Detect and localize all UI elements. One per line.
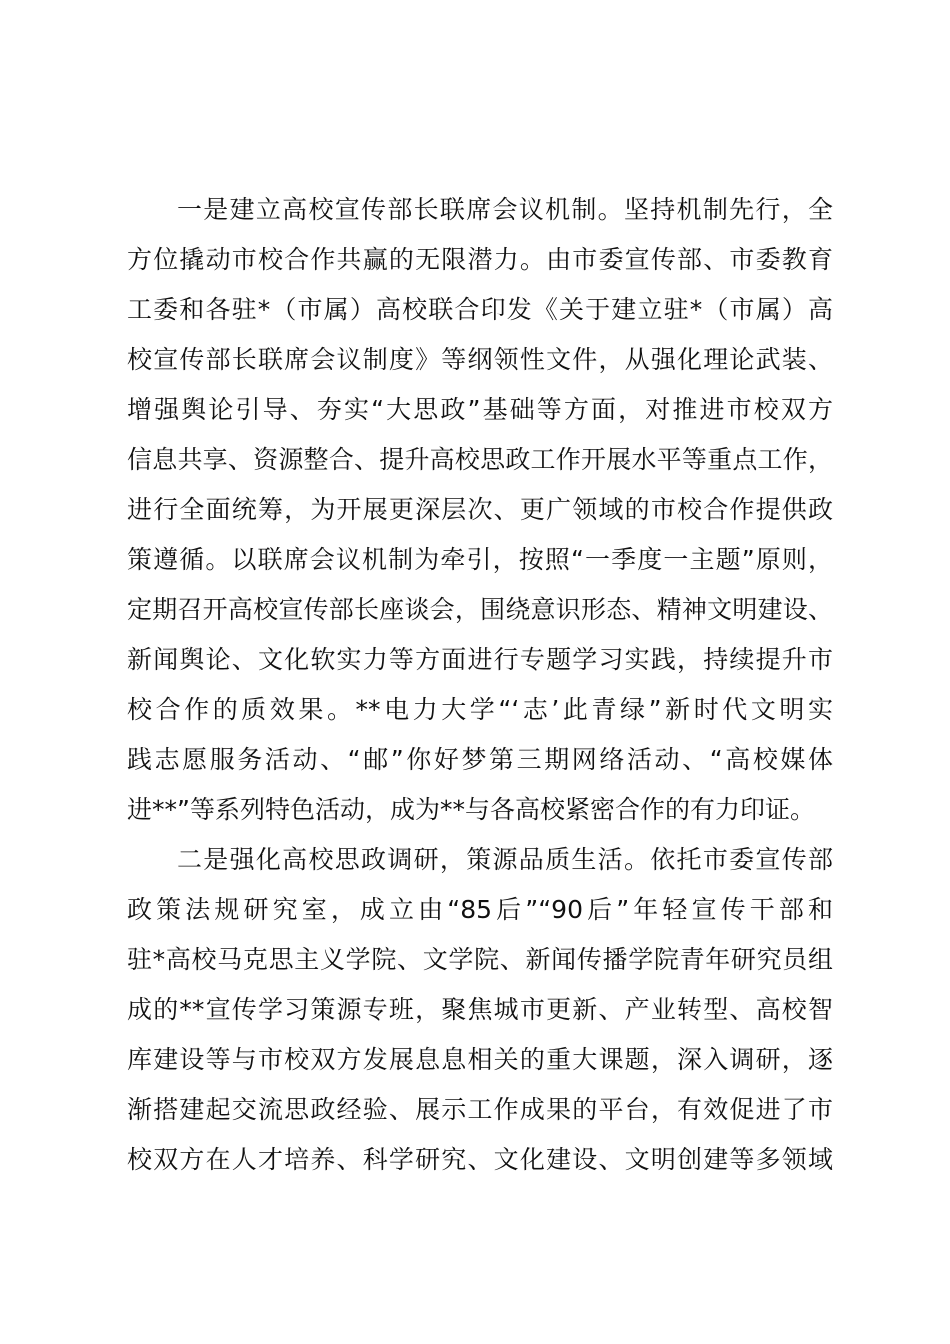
text-line: 践志愿服务活动、“邮”你好梦第三期网络活动、“高校媒体 [127,745,833,774]
text-line: 新闻舆论、文化软实力等方面进行专题学习实践，持续提升市 [127,645,833,674]
text-line: 策遵循。以联席会议机制为牵引，按照“一季度一主题”原则， [127,545,833,574]
text-line: 渐搭建起交流思政经验、展示工作成果的平台，有效促进了市 [127,1095,833,1124]
paragraph-1 [127,185,833,835]
document-body [127,185,833,1185]
text-line: 驻*高校马克思主义学院、文学院、新闻传播学院青年研究员组 [127,945,833,974]
text-line: 一是建立高校宣传部长联席会议机制。坚持机制先行，全 [177,195,833,224]
text-line: 进行全面统筹，为开展更深层次、更广领域的市校合作提供政 [127,495,833,524]
text-line: 二是强化高校思政调研，策源品质生活。依托市委宣传部 [177,845,833,874]
text-line: 校双方在人才培养、科学研究、文化建设、文明创建等多领域 [127,1145,833,1174]
text-line: 政策法规研究室，成立由“85后”“90后”年轻宣传干部和 [127,895,833,924]
text-line: 校宣传部长联席会议制度》等纲领性文件，从强化理论武装、 [127,345,833,374]
text-line: 校合作的质效果。**电力大学“‘志’此青绿”新时代文明实 [127,695,833,724]
text-line: 工委和各驻*（市属）高校联合印发《关于建立驻*（市属）高 [127,295,833,324]
text-line: 定期召开高校宣传部长座谈会，围绕意识形态、精神文明建设、 [127,595,833,624]
text-line: 库建设等与市校双方发展息息相关的重大课题，深入调研，逐 [127,1045,833,1074]
text-line: 进**”等系列特色活动，成为**与各高校紧密合作的有力印证。 [127,795,815,824]
text-line: 成的**宣传学习策源专班，聚焦城市更新、产业转型、高校智 [127,995,833,1024]
text-line: 方位撬动市校合作共赢的无限潜力。由市委宣传部、市委教育 [127,245,833,274]
paragraph-2 [127,835,833,1185]
text-line: 增强舆论引导、夯实“大思政”基础等方面，对推进市校双方 [127,395,833,424]
text-line: 信息共享、资源整合、提升高校思政工作开展水平等重点工作， [127,445,833,474]
